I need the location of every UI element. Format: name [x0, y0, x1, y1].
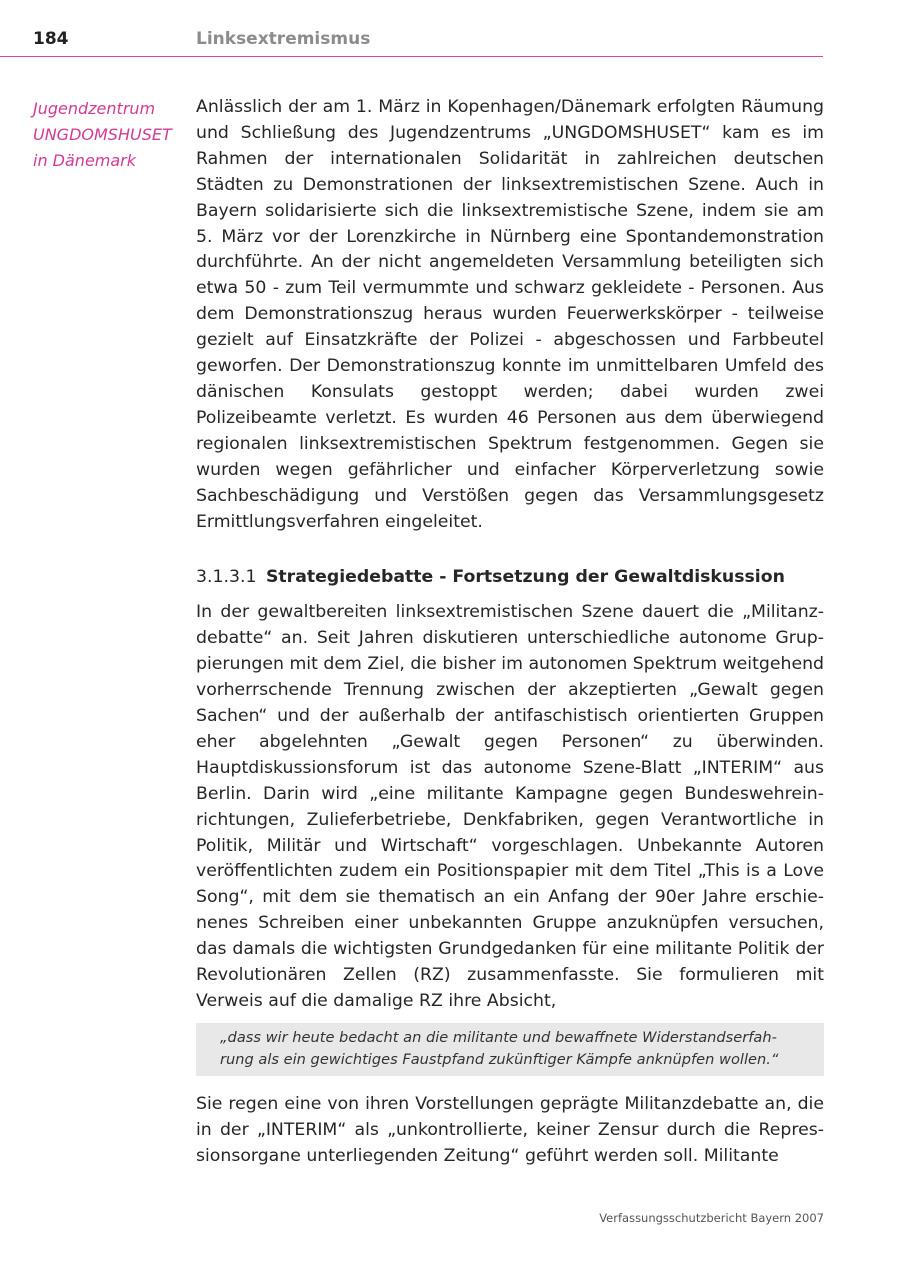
page-header: [0, 26, 823, 57]
block-quote: [196, 1023, 824, 1076]
body-paragraph: Anlässlich der am 1. März in Kopenhagen/Dänemark erfolgten Räumung und Schließung des Jugendzentrums „UNGDOMSHUSET“ kam es im Rahmen der internationalen Solidarität in zahlreichen deutschen Städten zu Demonstrationen der linksextremistischen Szene. Auch in Bayern solidarisierte sich die linksextremistische Szene, indem sie am 5. März vor der Lorenzkirche in Nürnberg eine Spontandemonstration durchführte. An der nicht angemeldeten Versammlung beteiligten sich etwa 50 - zum Teil vermummte und schwarz gekleidete - Personen. Aus dem Demonstrationszug heraus wurden Feuerwerkskörper - teilweise gezielt auf Einsatzkräfte der Polizei - abgeschossen und Farbbeutel geworfen. Der Demonstrationszug konnte im unmittelbaren Umfeld des dänischen Konsulats gestoppt werden; dabei wurden zwei Polizeibeamte verletzt. Es wurden 46 Personen aus dem überwiegend regionalen linksextremistischen Spektrum festgenommen. Gegen sie wurden wegen gefährlicher und einfacher Körperverletzung sowie Sachbeschädigung und Verstößen gegen das Versammlungsgesetz Ermittlungsverfahren eingeleitet.: [196, 97, 824, 532]
running-title: Linksextremismus: [196, 29, 371, 49]
page-footer: Verfassungsschutzbericht Bayern 2007: [599, 1211, 824, 1225]
body-paragraph: Sie regen eine von ihren Vorstellungen geprägte Militanzdebatte an, die in der „INTERIM“ als „unkontrollierte, keiner Zensur durch die Repressionsorgane unterliegenden Zeitung“ geführt werden soll. Militante: [196, 1093, 824, 1166]
margin-note-line: UNGDOMSHUSET: [33, 125, 172, 144]
margin-note-line: in Dänemark: [33, 151, 137, 170]
section-heading: [196, 564, 824, 590]
body-paragraph: In der gewaltbereiten linksextremistischen Szene dauert die „Militanzdebatte“ an. Seit Jahren diskutieren unterschiedliche autonome Gruppierungen mit dem Ziel, die bisher im autonomen Spektrum weitgehend vorherrschende Trennung zwischen der akzeptierten „Gewalt gegen Sachen“ und der außerhalb der antifaschistisch orientierten Gruppen eher abgelehnten „Gewalt gegen Personen“ zu überwinden. Hauptdiskussionsforum ist das autonome Szene-Blatt „INTERIM“ aus Berlin. Darin wird „eine militante Kampagne gegen Bundeswehreinrichtungen, Zulieferbetriebe, Denkfabriken, gegen Verantwortliche in Politik, Militär und Wirtschaft“ vorgeschlagen. Unbekannte Autoren veröffentlichten zudem ein Positionspapier mit dem Titel „This is a Love Song“, mit dem sie thematisch an ein Anfang der 90er Jahre erschienenes Schreiben einer unbekannten Gruppe anzuknüpfen versuchen, das damals die wichtigsten Grundgedanken für eine militante Politik der Revolutionären Zellen (RZ) zusammenfasste. Sie formulieren mit Verweis auf die damalige RZ ihre Absicht,: [196, 602, 824, 1011]
section-number: 3.1.3.1: [196, 567, 257, 588]
quote-line: „dass wir heute bedacht an die militante und bewaffnete Widerstandserfah-: [220, 1028, 777, 1046]
quote-line: rung als ein gewichtiges Faustpfand zukünftiger Kämpfe anknüpfen wollen.“: [220, 1050, 779, 1068]
margin-note-line: Jugendzentrum: [33, 99, 156, 118]
page-number: 184: [33, 29, 69, 49]
section-title: Strategiedebatte - Fortsetzung der Gewaltdiskussion: [265, 567, 785, 588]
margin-note: [33, 96, 183, 174]
main-content: [196, 95, 824, 1170]
